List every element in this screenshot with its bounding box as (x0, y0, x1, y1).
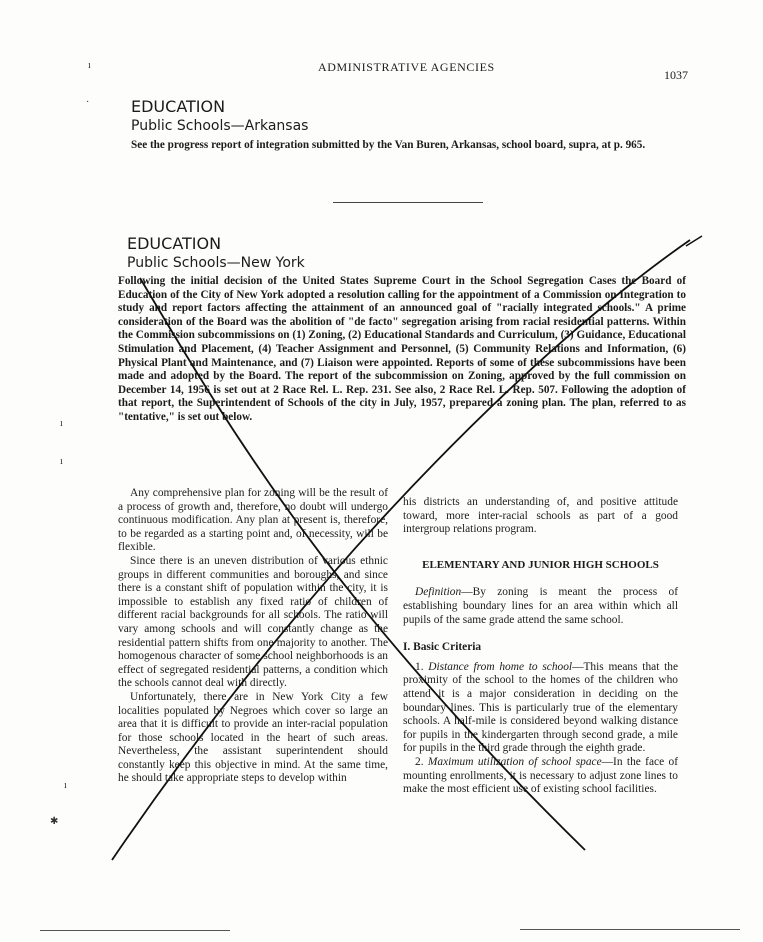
criteria-heading: I. Basic Criteria (403, 641, 482, 654)
section2-intro: Following the initial decision of the United States Supreme Court in the School Segregation Cases the Board of Education of the City of New York adopted a resolution calling for the appointment of a Commission on Integration to study and report factors affecting the attainment of an announced goal of "racially integrated schools." A prime consideration of the Board was the abolition of "de facto" segregation arising from racial residential patterns. Within the Commission subcommissions on (1) Zoning, (2) Educational Standards and Curriculum, (3) Guidance, Educational Stimulation and Placement, (4) Teacher Assignment and Personnel, (5) Community Relations and Information, (6) Physical Plant and Maintenance, and (7) Liaison were appointed. Reports of some of these subcommissions have been made and adopted by the Board. The report of the subcommission on Zoning, approved by the full commission on December 14, 1956 is set out at 2 Race Rel. L. Rep. 231. See also, 2 Race Rel. L. Rep. 507. Following the adoption of that report, the Superintendent of Schools of the city in July, 1957, prepared a zoning plan. The plan, referred to as "tentative," is set out below. (118, 275, 686, 423)
section2-subheading: Public Schools—New York (127, 255, 305, 271)
definition-text: —By zoning is meant the process of establishing boundary lines for an area within which all pupils of the same grade attend the same school. (403, 586, 678, 626)
criterion-2-text: —In the face of mounting enrollments, it is necessary to adjust zone lines to make the most efficient use of existing school facilities. (403, 755, 678, 796)
section1-heading: EDUCATION (131, 97, 226, 116)
margin-speck: ✱ (50, 816, 59, 827)
criterion-1-text: —This means that the proximity of the school to the homes of the children who attend it is a major consideration in deciding on the boundary lines. This is particularly true of the elementary schools. A half-mile is considered beyond walking distance for pupils in the kindergarten through second grade, a mile for pupils in the third grade through the eighth grade. (403, 660, 679, 755)
left-paragraph-3: Unfortunately, there are in New York City a few localities populated by Negroes which cover so large an area that it is difficult to provide an inter-racial population for those schools located in the heart of such areas. Nevertheless, the assistant superintendent should constantly keep this objective in mind. At the same time, he should take appropriate steps to develop within (118, 690, 388, 785)
margin-speck: ı (88, 60, 91, 71)
right-column (403, 496, 678, 797)
scan-edge-line (40, 930, 230, 931)
running-head: ADMINISTRATIVE AGENCIES (318, 60, 495, 74)
left-column (118, 487, 388, 786)
margin-speck: ı (64, 780, 67, 791)
right-continuation: his districts an understanding of, and positive attitude toward, more inter-racial schools as part of a good intergroup relations program. (403, 496, 678, 536)
criterion-2 (403, 756, 678, 797)
section2-heading: EDUCATION (127, 234, 222, 253)
left-paragraph-1: Any comprehensive plan for zoning will be the result of a process of growth and, therefore, no doubt will undergo continuous modification. Any plan at present is, therefore, to be regarded as a starting point and, of necessity, will be flexible. (118, 487, 388, 554)
criterion-1-number: 1. (415, 660, 429, 673)
margin-speck: ı (60, 456, 63, 467)
criterion-1 (403, 661, 678, 756)
margin-speck: · (86, 97, 90, 108)
definition-paragraph (403, 586, 678, 627)
section1-note: See the progress report of integration submitted by the Van Buren, Arkansas, school board, supra, at p. 965. (131, 139, 646, 151)
criterion-2-number: 2. (415, 755, 428, 768)
schools-heading: ELEMENTARY AND JUNIOR HIGH SCHOOLS (422, 558, 659, 571)
margin-speck: ı (60, 418, 63, 429)
criterion-2-title: Maximum utilization of school space (427, 755, 602, 768)
page-number: 1037 (664, 68, 688, 82)
definition-label: Definition (415, 586, 462, 599)
section1-subheading: Public Schools—Arkansas (131, 118, 309, 134)
scan-edge-line (520, 929, 740, 930)
criterion-1-title: Distance from home to school (428, 660, 573, 673)
section-divider (333, 202, 483, 203)
left-paragraph-2: Since there is an uneven distribution of various ethnic groups in different communities and boroughs, and since there is a constant shift of population within the city, it is impossible to establish any fixed ratio of children of different racial backgrounds for all schools. The ratio will vary among schools and will constantly change as the residential pattern shifts from one majority to another. The homogenous character of some school neighborhoods is an effect of segregated residential patterns, a condition which the schools cannot deal with directly. (118, 554, 388, 690)
